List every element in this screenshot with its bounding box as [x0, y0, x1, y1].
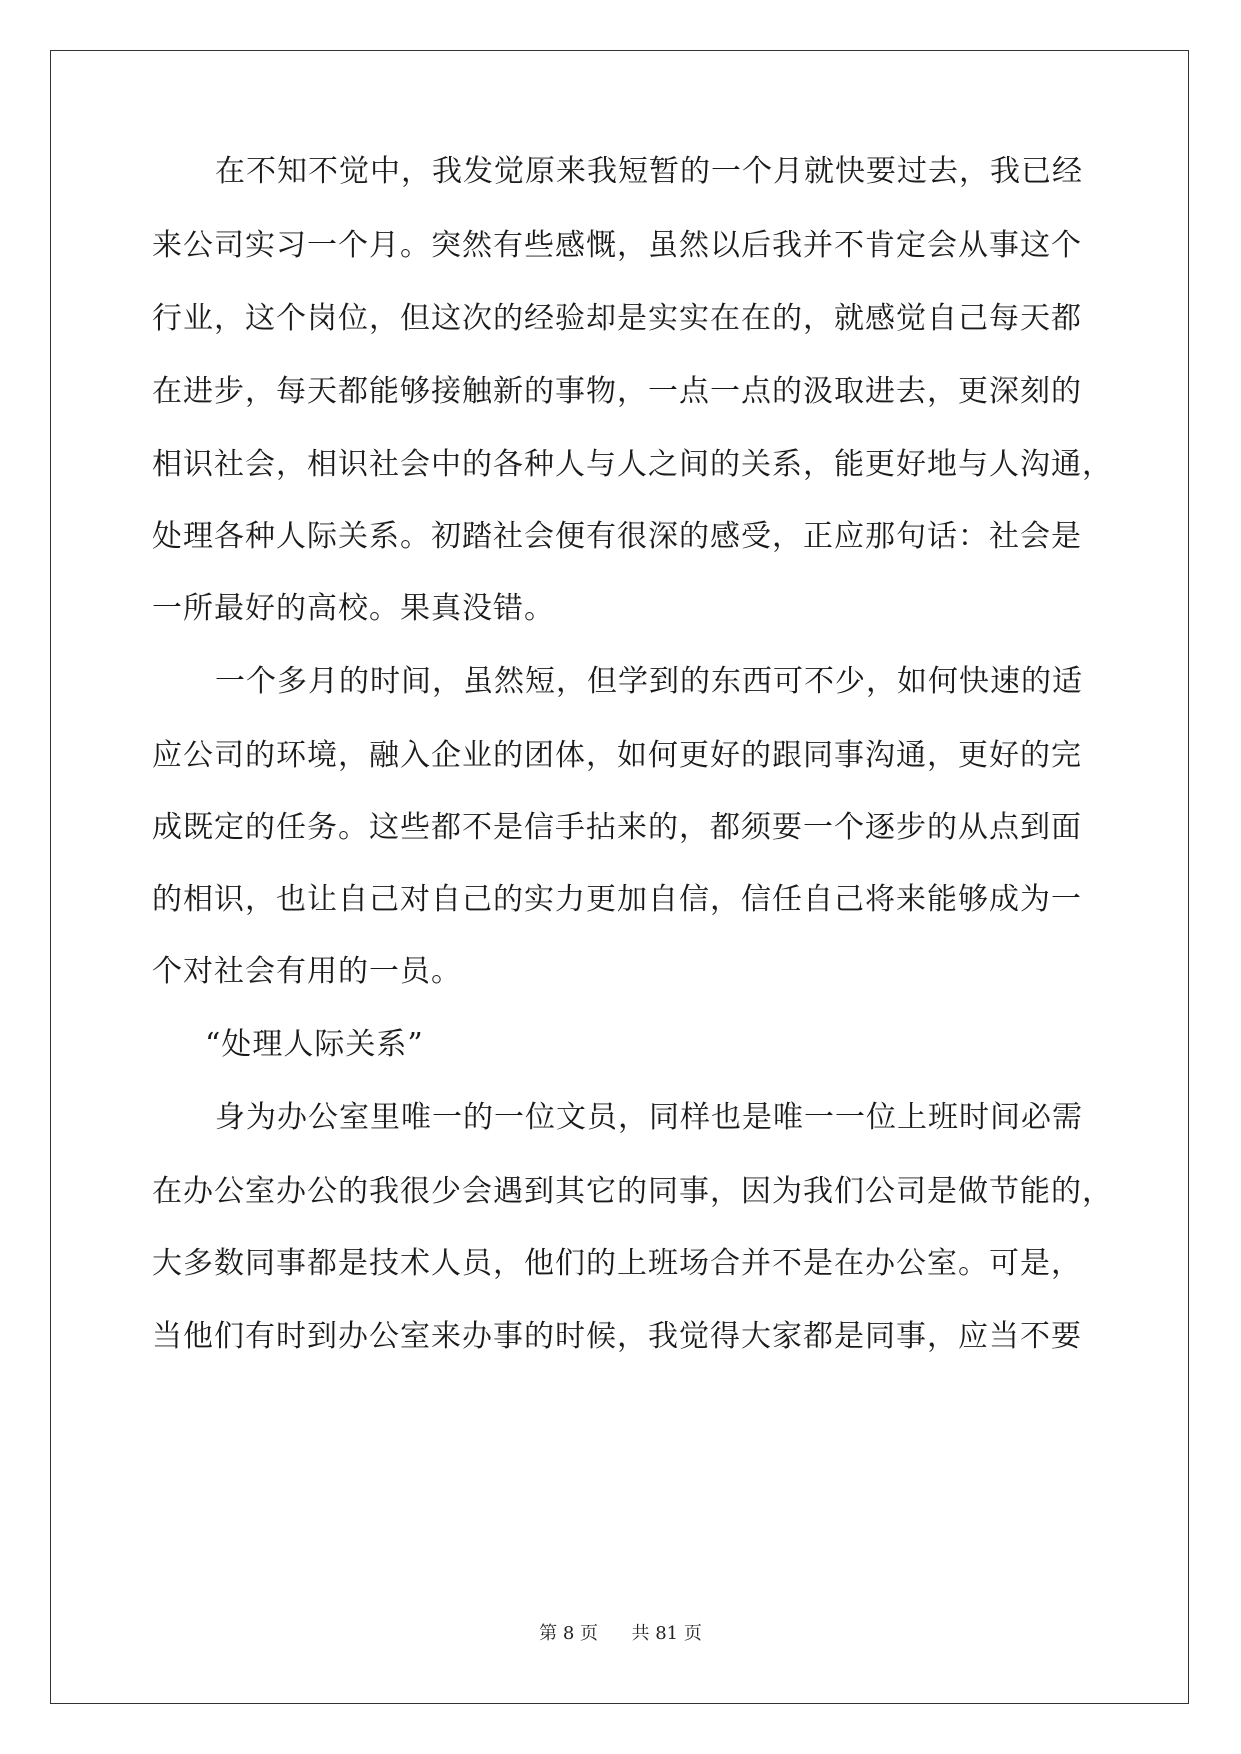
page-footer — [0, 1623, 1241, 1645]
paragraph-1-line-4: 在进步，每天都能够接触新的事物，一点一点的汲取进去，更深刻的 — [152, 374, 1082, 409]
paragraph-2-line-2: 应公司的环境，融入企业的团体，如何更好的跟同事沟通，更好的完 — [152, 738, 1082, 773]
paragraph-2-line-4: 的相识，也让自己对自己的实力更加自信，信任自己将来能够成为一 — [152, 882, 1082, 917]
paragraph-3-line-1: 身为办公室里唯一的一位文员，同样也是唯一一位上班时间必需 — [215, 1100, 1083, 1135]
paragraph-1-line-1: 在不知不觉中，我发觉原来我短暂的一个月就快要过去，我已经 — [215, 154, 1083, 189]
paragraph-1-line-2: 来公司实习一个月。突然有些感慨，虽然以后我并不肯定会从事这个 — [152, 228, 1082, 263]
paragraph-1-line-7: 一所最好的高校。果真没错。 — [152, 591, 555, 626]
section-heading: “处理人际关系” — [205, 1027, 424, 1062]
paragraph-1-line-6: 处理各种人际关系。初踏社会便有很深的感受，正应那句话：社会是 — [152, 519, 1082, 554]
paragraph-1-line-3: 行业，这个岗位，但这次的经验却是实实在在的，就感觉自己每天都 — [152, 301, 1082, 336]
page-number: 第 8 页 — [539, 1623, 599, 1644]
paragraph-2-line-1: 一个多月的时间，虽然短，但学到的东西可不少，如何快速的适 — [215, 664, 1083, 699]
paragraph-3-line-3: 大多数同事都是技术人员，他们的上班场合并不是在办公室。可是， — [152, 1246, 1082, 1281]
paragraph-1-line-5: 相识社会，相识社会中的各种人与人之间的关系，能更好地与人沟通， — [152, 447, 1113, 482]
page-total: 共 81 页 — [631, 1623, 702, 1644]
paragraph-3-line-2: 在办公室办公的我很少会遇到其它的同事，因为我们公司是做节能的， — [152, 1174, 1113, 1209]
paragraph-2-line-3: 成既定的任务。这些都不是信手拈来的，都须要一个逐步的从点到面 — [152, 810, 1082, 845]
paragraph-2-line-5: 个对社会有用的一员。 — [152, 954, 462, 989]
paragraph-3-line-4: 当他们有时到办公室来办事的时候，我觉得大家都是同事，应当不要 — [152, 1319, 1082, 1354]
